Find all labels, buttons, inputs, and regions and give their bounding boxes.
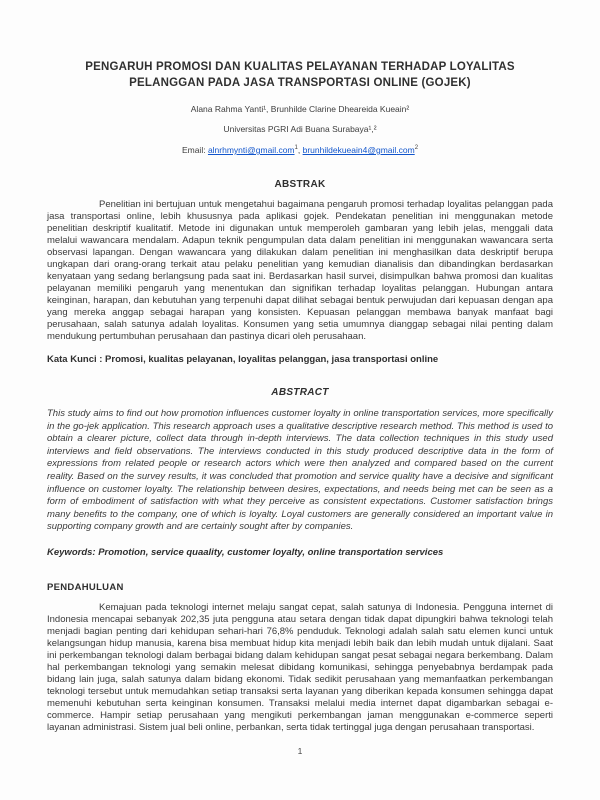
email-link-1[interactable]: alnrhmynti@gmail.com xyxy=(207,145,295,155)
affiliation-line: Universitas PGRI Adi Buana Surabaya¹,² xyxy=(223,124,377,134)
email-superscript-1: 1 xyxy=(294,145,298,152)
paper-title xyxy=(47,60,553,91)
email-link-2[interactable]: brunhildekueain4@gmail.com xyxy=(302,145,415,155)
abstract-body: This study aims to find out how promotion influences customer loyalty in online transportation services, more specifically in the go-jek application. This research approach uses a qualitative descriptive research method. This method is used to obtain a clearer picture, collect data through in-depth interviews. The data collection techniques in this study used interviews and field observations. The interviews conducted in this study produced descriptive data in the form of expressions from related people or research actors which were then analyzed and compared based on the current reality. Based on the survey results, it was concluded that promotion and service quality have a decisive and significant influence on customer loyalty. The relationship between desires, expectations, and needs being met can be seen as a form of embodiment of satisfaction with what they perceive as consistent expectations. Customer satisfaction brings many benefits to the company, one of which is loyalty. Loyal customers are generally considered an important value in supporting company growth and are certainly sought after by companies. xyxy=(47,408,553,533)
abstrak-body: Penelitian ini bertujuan untuk mengetahui bagaimana pengaruh promosi terhadap loyalitas pelanggan pada jasa transportasi online, lebih khususnya pada aplikasi gojek. Pendekatan penelitian ini menggunakan metode penelitian deskriptif kualitatif. Metode ini digunakan untuk memperoleh gambaran yang lebih jelas, menggali data melalui wawancara mendalam. Adapun teknik pengumpulan data dalam penelitian ini menggunakan wawancara serta observasi lapangan. Dengan wawancara yang dilakukan dalam penelitian ini menghasilkan data deskriptif berupa ungkapan dari orang-orang terkait atau pelaku penelitian yang kemudian dianalisis dan dibandingkan berdasarkan kenyataan yang sedang berlangsung pada saat ini. Berdasarkan hasil survei, disimpulkan bahwa promosi dan kualitas pelayanan memiliki pengaruh yang menentukan dan signifikan terhadap loyalitas pelanggan. Hubungan antara keinginan, harapan, dan kebutuhan yang terpenuhi dapat dilihat sebagai bentuk perwujudan dari kepuasan dengan apa yang mereka anggap sebagai harapan yang konsisten. Kepuasan pelanggan membawa banyak manfaat bagi perusahaan, salah satunya adalah loyalitas. Konsumen yang setia umumnya dianggap sebagai nilai penting dalam mendukung pertumbuhan perusahaan dan pastinya dicari oleh perusahaan. xyxy=(47,199,553,342)
pendahuluan-heading: PENDAHULUAN xyxy=(47,581,124,593)
email-separator: , xyxy=(297,145,303,155)
abstrak-heading: ABSTRAK xyxy=(274,179,326,190)
keywords-line: Keywords: Promotion, service quaality, customer loyalty, online transportation services xyxy=(47,546,444,558)
page-number: 1 xyxy=(297,746,303,756)
kata-kunci-line: Kata Kunci : Promosi, kualitas pelayanan, loyalitas pelanggan, jasa transportasi online xyxy=(47,354,439,365)
email-label: Email: xyxy=(181,145,208,155)
pendahuluan-body: Kemajuan pada teknologi internet melaju sangat cepat, salah satunya di Indonesia. Pengguna internet di Indonesia mencapai sebanyak 202,35 juta pengguna atau setara dengan tidak dapat dipungkiri bahwa teknologi telah menjadi bagian penting dari kehidupan sehari-hari 76,8% penduduk. Teknologi adalah salah satu elemen kunci untuk kelangsungan hidup manusia, karena bisa membuat hidup kita menjadi lebih baik dan lebih mudah untuk dijalani. Saat ini perkembangan teknologi dalam berbagai bidang dalam kehidupan sangat pesat sebagai negara berkembang. Dalam hal perkembangan teknologi yang semakin melesat dibidang komunikasi, sehingga penyebabnya berdampak pada bidang lain juga, salah satunya dalam bidang ekonomi. Tidak sedikit perusahaan yang memanfaatkan perkembangan teknologi tersebut untuk memudahkan setiap transaksi serta layanan yang diberikan kepada konsumen sehingga dapat memenuhi kebutuhan serta keinginan konsumen. Transaksi melalui media internet dapat digambarkan sebagai e-commerce. Hampir setiap perusahaan yang mengikuti perkembangan jaman menggunakan e-commerce seperti layanan administrasi. Sistem jual beli online, perbankan, serta tidak tertinggal juga dengan perusahaan transportasi. xyxy=(47,601,553,733)
authors-line: Alana Rahma Yanti¹, Brunhilde Clarine Dheareida Kueain² xyxy=(190,104,410,114)
abstract-heading: ABSTRACT xyxy=(271,387,329,398)
email-line xyxy=(47,145,553,155)
paper-title-line-2: PELANGGAN PADA JASA TRANSPORTASI ONLINE (GOJEK) xyxy=(129,76,471,89)
paper-title-line-1: PENGARUH PROMOSI DAN KUALITAS PELAYANAN TERHADAP LOYALITAS xyxy=(85,61,515,73)
email-superscript-2: 2 xyxy=(414,145,419,152)
